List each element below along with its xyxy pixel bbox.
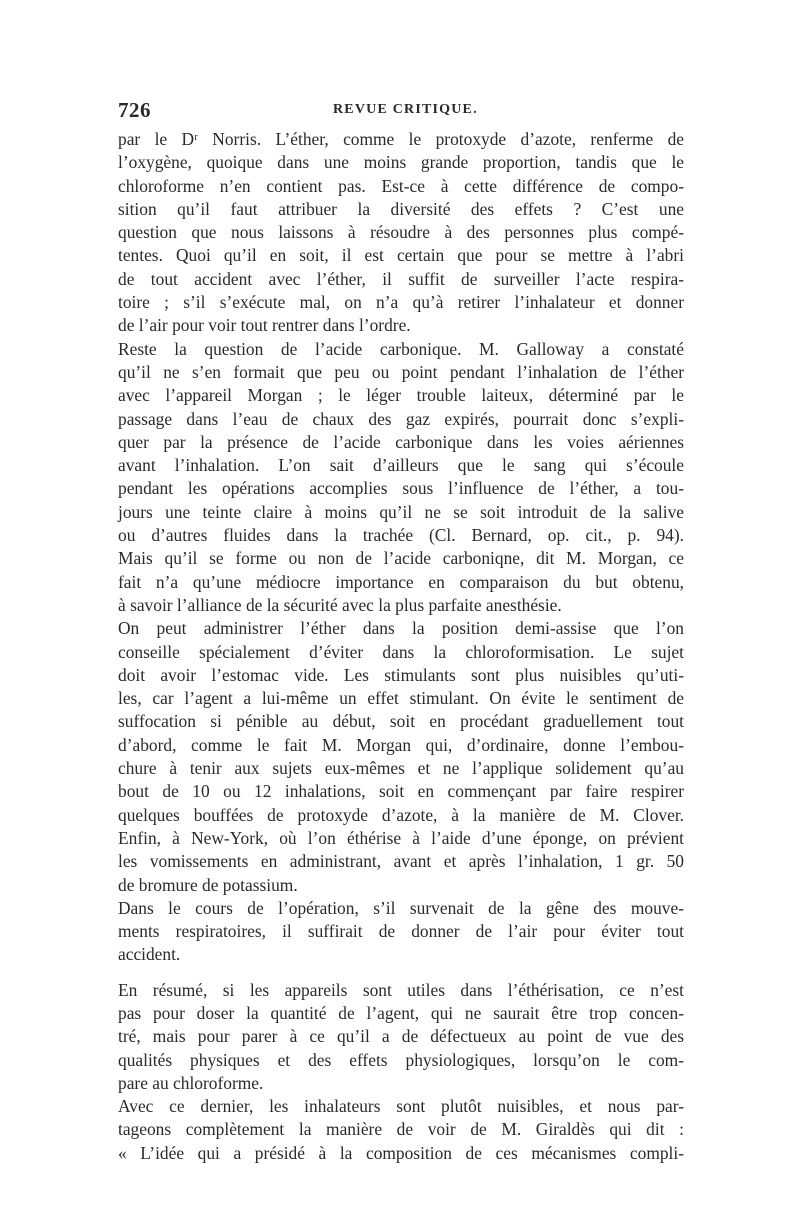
paragraph-gap — [118, 967, 684, 979]
running-head: REVUE CRITIQUE. — [333, 102, 478, 117]
page-header — [118, 98, 684, 128]
text-line: Mais qu’il se forme ou non de l’acide carboniqne, dit M. Morgan, ce — [118, 548, 684, 569]
text-line: ou d’autres fluides dans la trachée (Cl. Bernard, op. cit., p. 94). — [118, 525, 684, 546]
text-line: Avec ce dernier, les inhalateurs sont plutôt nuisibles, et nous par- — [118, 1096, 684, 1117]
paragraph-4 — [118, 897, 684, 967]
text-line: « L’idée qui a présidé à la composition de ces mécanismes compli- — [118, 1142, 684, 1163]
text-line: tageons complètement la manière de voir de M. Giraldès qui dit : — [118, 1119, 684, 1140]
paragraph-3 — [118, 617, 684, 897]
text-line: sition qu’il faut attribuer la diversité des effets ? C’est une — [118, 198, 684, 219]
body-text — [118, 128, 684, 1165]
text-line: à savoir l’alliance de la sécurité avec la plus parfaite anesthésie. — [118, 594, 562, 615]
text-line: les, car l’agent a lui-même un effet stimulant. On évite le sentiment de — [118, 688, 684, 709]
text-line: de bromure de potassium. — [118, 874, 298, 895]
page-number: 726 — [118, 98, 151, 122]
text-line: tentes. Quoi qu’il en soit, il est certain que pour se mettre à l’abri — [118, 245, 684, 266]
text-line: avant l’inhalation. L’on sait d’ailleurs que le sang qui s’écoule — [118, 455, 684, 476]
text-line: pas pour doser la quantité de l’agent, qui ne saurait être trop concen- — [118, 1002, 684, 1023]
text-line: bout de 10 ou 12 inhalations, soit en commençant par faire respirer — [118, 781, 684, 802]
text-line: les vomissements en administrant, avant et après l’inhalation, 1 gr. 50 — [118, 851, 684, 872]
paragraph-2 — [118, 338, 684, 618]
text-line: ments respiratoires, il suffirait de donner de l’air pour éviter tout — [118, 921, 684, 942]
text-line: Enfin, à New-York, où l’on éthérise à l’aide d’une éponge, on prévient — [118, 827, 684, 848]
text-line: quer par la présence de l’acide carbonique dans les voies aériennes — [118, 431, 684, 452]
text-line: suffocation si pénible au début, soit en procédant graduellement tout — [118, 711, 684, 732]
text-line: pare au chloroforme. — [118, 1072, 264, 1093]
text-line: fait n’a qu’une médiocre importance en comparaison du but obtenu, — [118, 571, 684, 592]
text-line: question que nous laissons à résoudre à des personnes plus compé- — [118, 222, 684, 243]
text-line: doit avoir l’estomac vide. Les stimulants sont plus nuisibles qu’uti- — [118, 664, 684, 685]
text-line: l’oxygène, quoique dans une moins grande proportion, tandis que le — [118, 152, 684, 173]
text-line: de l’air pour voir tout rentrer dans l’ordre. — [118, 315, 411, 336]
text-line: Reste la question de l’acide carbonique. M. Galloway a constaté — [118, 338, 684, 359]
text-line: quelques bouffées de protoxyde d’azote, à la manière de M. Clover. — [118, 804, 684, 825]
text-line: accident. — [118, 944, 181, 965]
text-line: En résumé, si les appareils sont utiles dans l’éthérisation, ce n’est — [118, 979, 684, 1000]
text-line: qu’il ne s’en formait que peu ou point pendant l’inhalation de l’éther — [118, 361, 684, 382]
text-line: tré, mais pour parer à ce qu’il a de défectueux au point de vue des — [118, 1026, 684, 1047]
text-line: qualités physiques et des effets physiologiques, lorsqu’on le com- — [118, 1049, 684, 1070]
text-line: toire ; s’il s’exécute mal, on n’a qu’à retirer l’inhalateur et donner — [118, 292, 684, 313]
text-line: conseille spécialement d’éviter dans la chloroformisation. Le sujet — [118, 641, 684, 662]
text-line: passage dans l’eau de chaux des gaz expirés, pourrait donc s’expli- — [118, 408, 684, 429]
text-line: On peut administrer l’éther dans la position demi-assise que l’on — [118, 618, 684, 639]
paragraph-5 — [118, 979, 684, 1095]
text-line: pendant les opérations accomplies sous l’influence de l’éther, a tou- — [118, 478, 684, 499]
paragraph-1 — [118, 128, 684, 338]
text-line: Dans le cours de l’opération, s’il survenait de la gêne des mouve- — [118, 897, 684, 918]
text-line: de tout accident avec l’éther, il suffit de surveiller l’acte respira- — [118, 268, 684, 289]
text-line: chloroforme n’en contient pas. Est-ce à cette différence de compo- — [118, 175, 684, 196]
text-line: chure à tenir aux sujets eux-mêmes et ne l’applique solidement qu’au — [118, 758, 684, 779]
paragraph-6 — [118, 1095, 684, 1165]
text-line: jours une teinte claire à moins qu’il ne se soit introduit de la salive — [118, 501, 684, 522]
text-line: par le Dʳ Norris. L’éther, comme le protoxyde d’azote, renferme de — [118, 129, 684, 149]
text-line: avec l’appareil Morgan ; le léger trouble laiteux, déterminé par le — [118, 385, 684, 406]
text-line: d’abord, comme le fait M. Morgan qui, d’ordinaire, donne l’embou- — [118, 734, 684, 755]
